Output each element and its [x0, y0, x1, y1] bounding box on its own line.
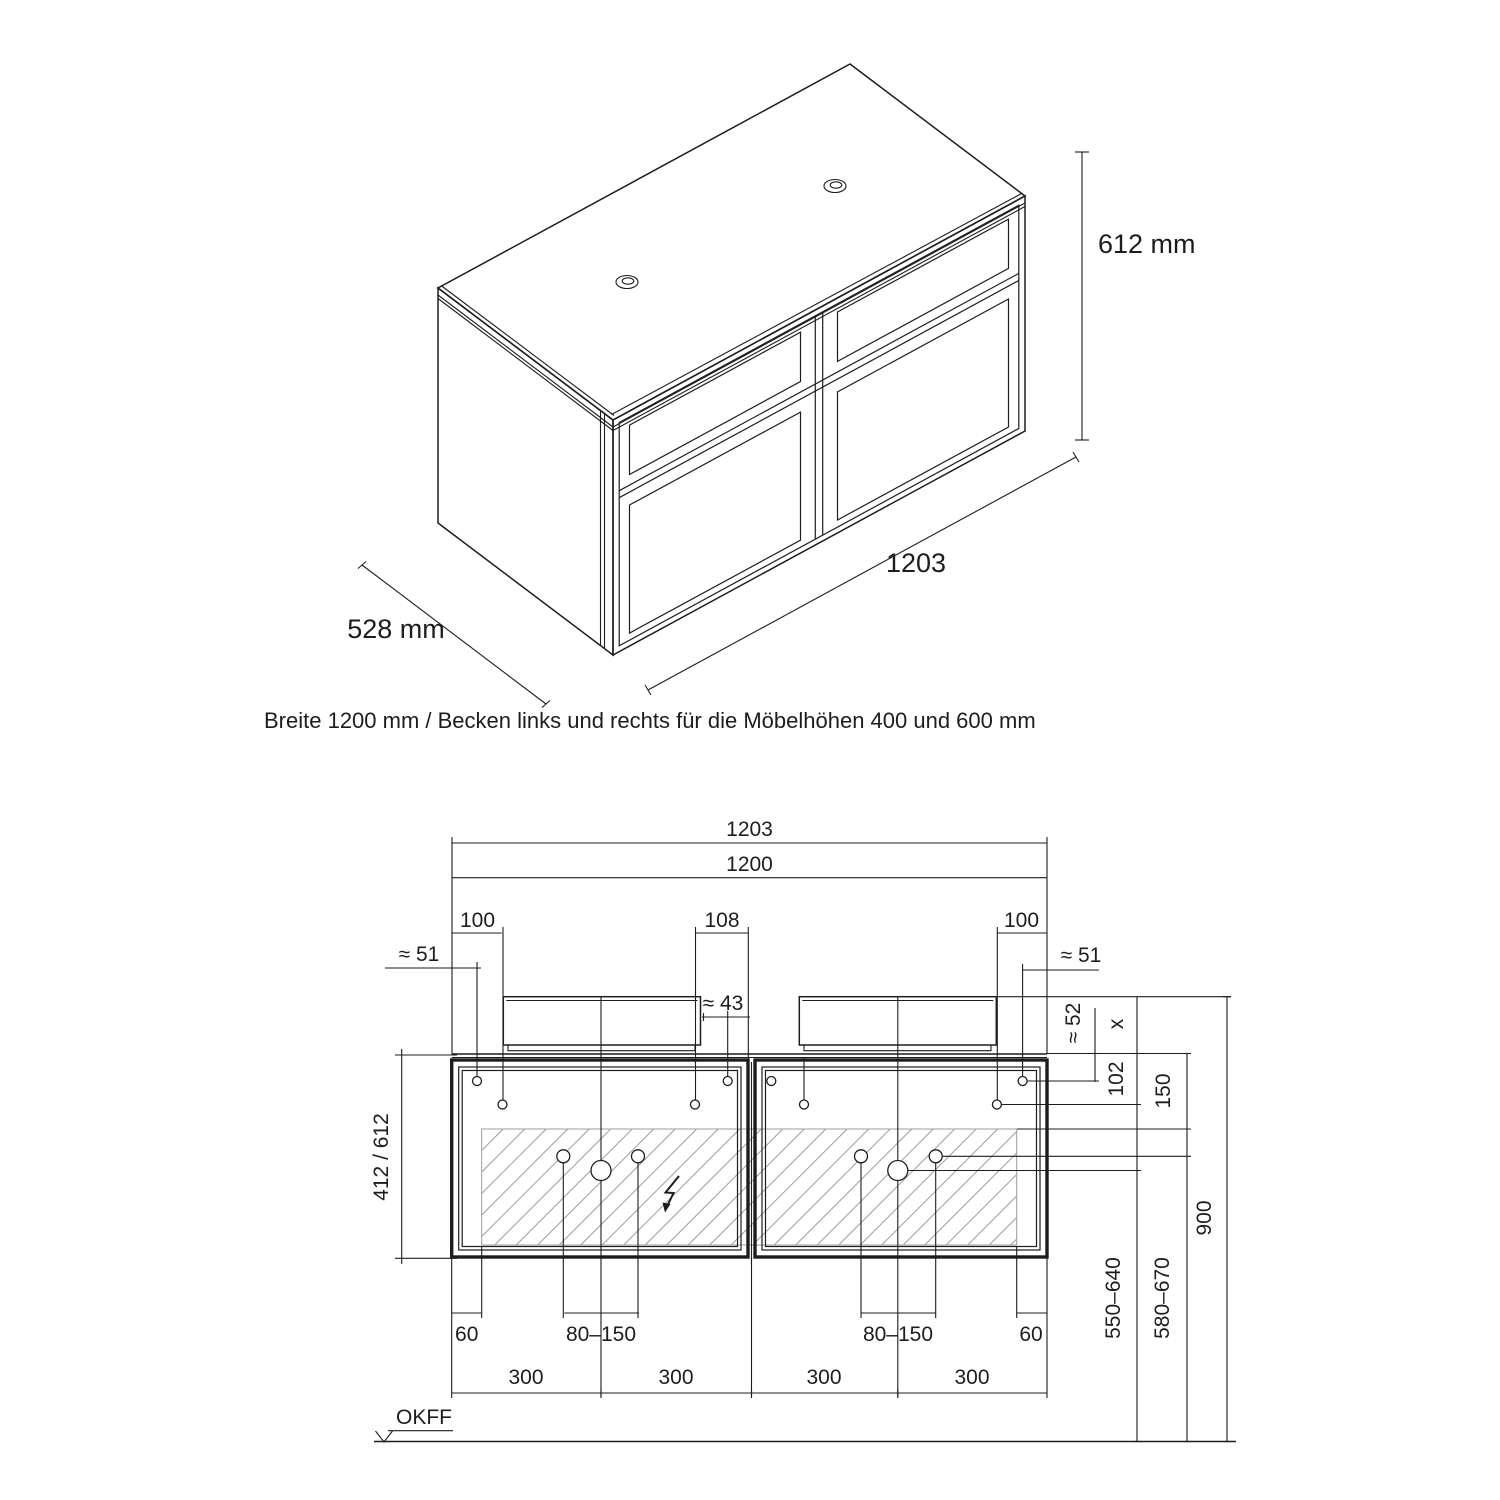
- iso-width-label: 1203: [885, 548, 947, 578]
- dim-grid-1: 300: [508, 1366, 544, 1389]
- dim-bottom-right-edge: 60: [1019, 1323, 1043, 1346]
- dim-valve-height: 580–670: [1151, 1257, 1174, 1339]
- dim-width-inner: 1200: [726, 853, 773, 876]
- floor-level-label: OKFF: [396, 1406, 452, 1429]
- dim-grid-2: 300: [658, 1366, 694, 1389]
- dim-cabinet-height: 412 / 612: [370, 1113, 393, 1201]
- caption: Breite 1200 mm / Becken links und rechts für die Möbelhöhen 400 und 600 mm: [264, 708, 1036, 733]
- floor-reference: [374, 1431, 1236, 1442]
- dim-bottom-left-edge: 60: [455, 1323, 479, 1346]
- dim-drain-zone-left: 80–150: [565, 1323, 637, 1346]
- dim-offset-right: 100: [1003, 909, 1040, 932]
- dim-drain-height: 550–640: [1102, 1257, 1125, 1339]
- dim-drain-zone-right: 80–150: [862, 1323, 934, 1346]
- dim-counter-to-zone: 150: [1152, 1073, 1175, 1109]
- dim-offset-center: 108: [704, 909, 740, 932]
- iso-depth-label: 528 mm: [347, 614, 445, 644]
- dim-basin-height: x: [1105, 1018, 1128, 1030]
- dim-grid-4: 300: [954, 1366, 990, 1389]
- iso-dimensions: [347, 152, 1195, 708]
- countertop: [452, 1054, 1047, 1058]
- dim-counter-to-hole: ≈ 52: [1062, 1002, 1085, 1044]
- iso-height-label: 612 mm: [1098, 229, 1196, 259]
- front-elevation-view: [370, 818, 1236, 1442]
- isometric-view: [347, 64, 1195, 708]
- dim-offset-left: 100: [459, 909, 496, 932]
- dim-hole-edge-right: ≈ 51: [1060, 944, 1102, 967]
- dim-counter-to-hole2: 102: [1105, 1061, 1128, 1097]
- dim-width-outer: 1203: [726, 818, 773, 841]
- faucet-hole-icon: [616, 180, 846, 289]
- washbasins: [503, 997, 996, 1051]
- dim-grid-3: 300: [806, 1366, 842, 1389]
- cabinet-carcass: [452, 1060, 1047, 1257]
- mounting-holes: [473, 1077, 1028, 1110]
- lightning-icon: [663, 1176, 680, 1213]
- dim-hole-edge-left: ≈ 51: [398, 943, 440, 966]
- dim-total-height: 900: [1193, 1200, 1216, 1236]
- front-view-labels: [370, 818, 1216, 1429]
- iso-drawer-fronts: [619, 205, 1019, 646]
- extension-lines: [395, 837, 1231, 1442]
- dim-hole-center: ≈ 43: [702, 992, 744, 1015]
